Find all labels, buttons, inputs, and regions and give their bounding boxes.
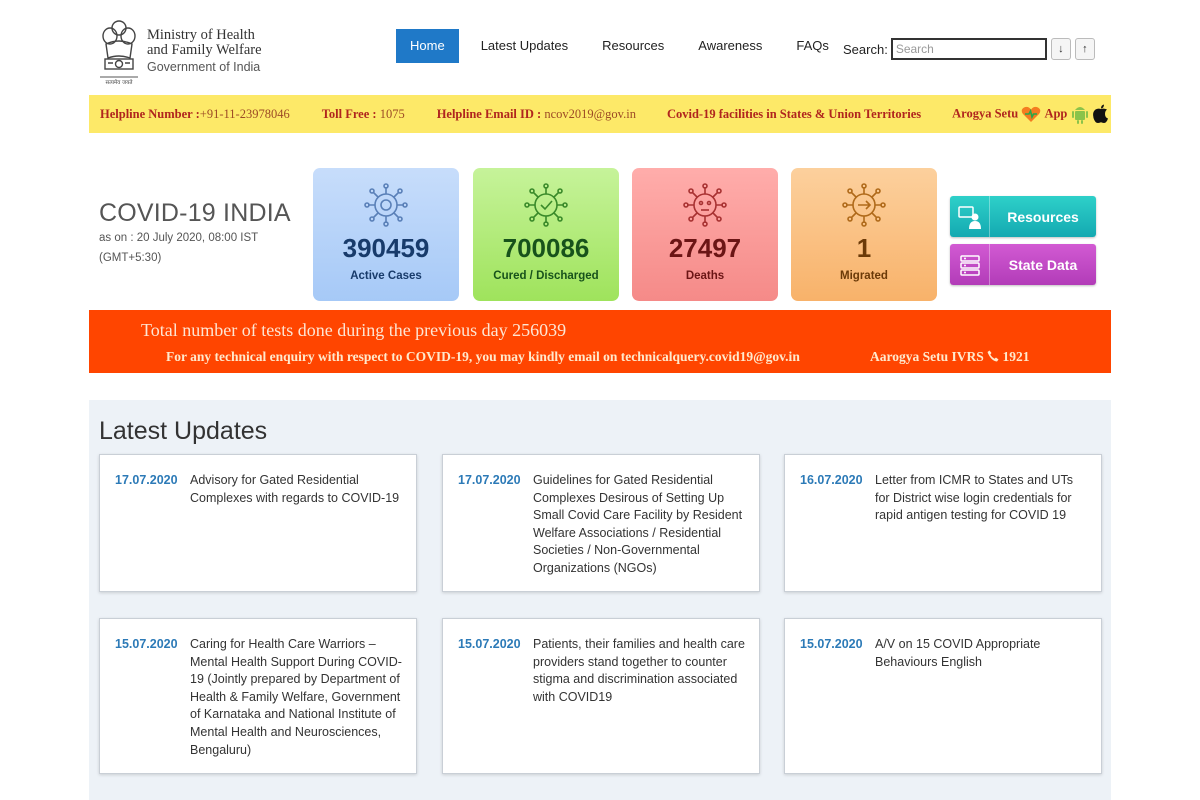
- virus-cured-icon: [523, 182, 569, 228]
- arogya-setu-link[interactable]: [952, 106, 1067, 123]
- update-text[interactable]: Letter from ICMR to States and UTs for District wise login credentials for rapid antigen testing for COVID 19: [875, 473, 1073, 523]
- ministry-line-3: Government of India: [147, 60, 261, 74]
- resources-button-label: Resources: [1007, 208, 1079, 225]
- toll-free-label: Toll Free :: [321, 106, 377, 121]
- update-text[interactable]: A/V on 15 COVID Appropriate Behaviours English: [875, 637, 1041, 669]
- helpline-email[interactable]: [437, 107, 636, 122]
- migrated-card[interactable]: [791, 168, 937, 301]
- deaths-value: 27497: [668, 233, 742, 263]
- site-header: [0, 0, 1200, 92]
- update-card[interactable]: [784, 618, 1102, 774]
- search-bar: [843, 38, 1095, 60]
- toll-free[interactable]: [322, 107, 405, 122]
- main-nav: [396, 29, 846, 63]
- toll-free-value: 1075: [379, 106, 405, 121]
- covid-facilities-link[interactable]: [667, 107, 921, 122]
- resources-icon: [950, 196, 990, 237]
- ivrs-label: Aarogya Setu IVRS: [870, 349, 984, 364]
- svg-text:सत्यमेव जयते: सत्यमेव जयते: [105, 80, 133, 86]
- covid-facilities-text: Covid-19 facilities in States & Union Territories: [666, 106, 922, 121]
- update-text[interactable]: Patients, their families and health care providers stand together to counter stigma and discrimination associated with COVID19: [533, 637, 745, 704]
- nav-resources[interactable]: Resources: [602, 38, 665, 53]
- search-input[interactable]: [891, 38, 1047, 60]
- helpline-email-label: Helpline Email ID :: [436, 106, 542, 121]
- arogya-setu-label: Arogya Setu: [952, 105, 1019, 120]
- active-cases-label: Active Cases: [350, 270, 422, 282]
- helpline-number[interactable]: [100, 107, 290, 122]
- ministry-line-1: Ministry of Health: [147, 27, 255, 43]
- android-icon[interactable]: [1071, 103, 1089, 125]
- latest-updates-title: Latest Updates: [99, 417, 268, 445]
- arogya-app-label: App: [1044, 105, 1068, 120]
- tests-count-text: Total number of tests done during the previous day 256039: [141, 320, 567, 340]
- covid-india-title: COVID-19 INDIA: [99, 199, 291, 227]
- nav-latest-updates[interactable]: Latest Updates: [480, 38, 569, 53]
- phone-icon: [987, 350, 999, 362]
- national-emblem-icon[interactable]: [98, 16, 140, 86]
- cured-value: 700086: [502, 233, 590, 263]
- active-cases-value: 390459: [342, 233, 430, 263]
- deaths-card[interactable]: [632, 168, 778, 301]
- ivrs-number: 1921: [1002, 349, 1030, 364]
- aarogya-ivrs[interactable]: [870, 349, 1030, 365]
- update-card[interactable]: [784, 454, 1102, 592]
- update-text[interactable]: Guidelines for Gated Residential Complexes Desirous of Setting Up Small Covid Care Facility by Resident Welfare Associations / Residential Societies / Non-Governmental Organizations (NGOs): [533, 473, 743, 575]
- active-cases-card[interactable]: [313, 168, 459, 301]
- technical-enquiry-text[interactable]: For any technical enquiry with respect to COVID-19, you may kindly email on technicalquery.covid19@gov.in: [166, 349, 800, 364]
- update-card[interactable]: [99, 618, 417, 774]
- nav-awareness[interactable]: Awareness: [698, 38, 763, 53]
- state-data-button[interactable]: [950, 244, 1096, 285]
- update-text[interactable]: Caring for Health Care Warriors – Mental Health Support During COVID-19 (Jointly prepared by Department of Health & Family Welfare, Government of Karnataka and National Institute of Mental Health and Neurosciences, Bengaluru): [190, 637, 402, 757]
- virus-icon: [363, 182, 409, 228]
- virus-migrated-icon: [841, 182, 887, 228]
- helpline-email-value: ncov2019@gov.in: [544, 106, 636, 121]
- ministry-name[interactable]: [147, 28, 262, 75]
- helpline-number-label: Helpline Number :: [100, 106, 200, 121]
- nav-home[interactable]: Home: [396, 29, 459, 63]
- search-up-button[interactable]: ↑: [1075, 38, 1095, 60]
- resources-button[interactable]: [950, 196, 1096, 237]
- search-down-button[interactable]: ↓: [1051, 38, 1071, 60]
- update-card[interactable]: [442, 618, 760, 774]
- as-on-text: as on : 20 July 2020, 08:00 IST: [99, 232, 259, 244]
- migrated-value: 1: [856, 233, 872, 263]
- update-date: 15.07.2020: [800, 637, 863, 651]
- apple-icon[interactable]: [1092, 104, 1110, 124]
- state-data-button-label: State Data: [1008, 256, 1078, 273]
- update-text[interactable]: Advisory for Gated Residential Complexes with regards to COVID-19: [190, 473, 400, 505]
- cured-label: Cured / Discharged: [493, 270, 599, 282]
- heart-icon: [1021, 106, 1041, 123]
- timezone-text: (GMT+5:30): [99, 252, 162, 264]
- migrated-label: Migrated: [840, 270, 888, 282]
- helpline-bar: [89, 95, 1111, 133]
- update-date: 17.07.2020: [115, 473, 178, 487]
- search-label: Search:: [843, 41, 888, 57]
- tests-banner: [89, 310, 1111, 373]
- update-date: 15.07.2020: [115, 637, 178, 651]
- latest-updates-section: [89, 400, 1111, 800]
- update-date: 17.07.2020: [458, 473, 521, 487]
- update-date: 16.07.2020: [800, 473, 863, 487]
- update-card[interactable]: [442, 454, 760, 592]
- update-date: 15.07.2020: [458, 637, 521, 651]
- cured-card[interactable]: [473, 168, 619, 301]
- ministry-line-2: and Family Welfare: [147, 42, 262, 58]
- database-icon: [950, 244, 990, 285]
- update-card[interactable]: [99, 454, 417, 592]
- helpline-number-value: +91-11-23978046: [199, 106, 290, 121]
- as-on-date: [99, 228, 258, 268]
- nav-faqs[interactable]: FAQs: [796, 38, 829, 53]
- deaths-label: Deaths: [685, 270, 725, 282]
- virus-deaths-icon: [682, 182, 728, 228]
